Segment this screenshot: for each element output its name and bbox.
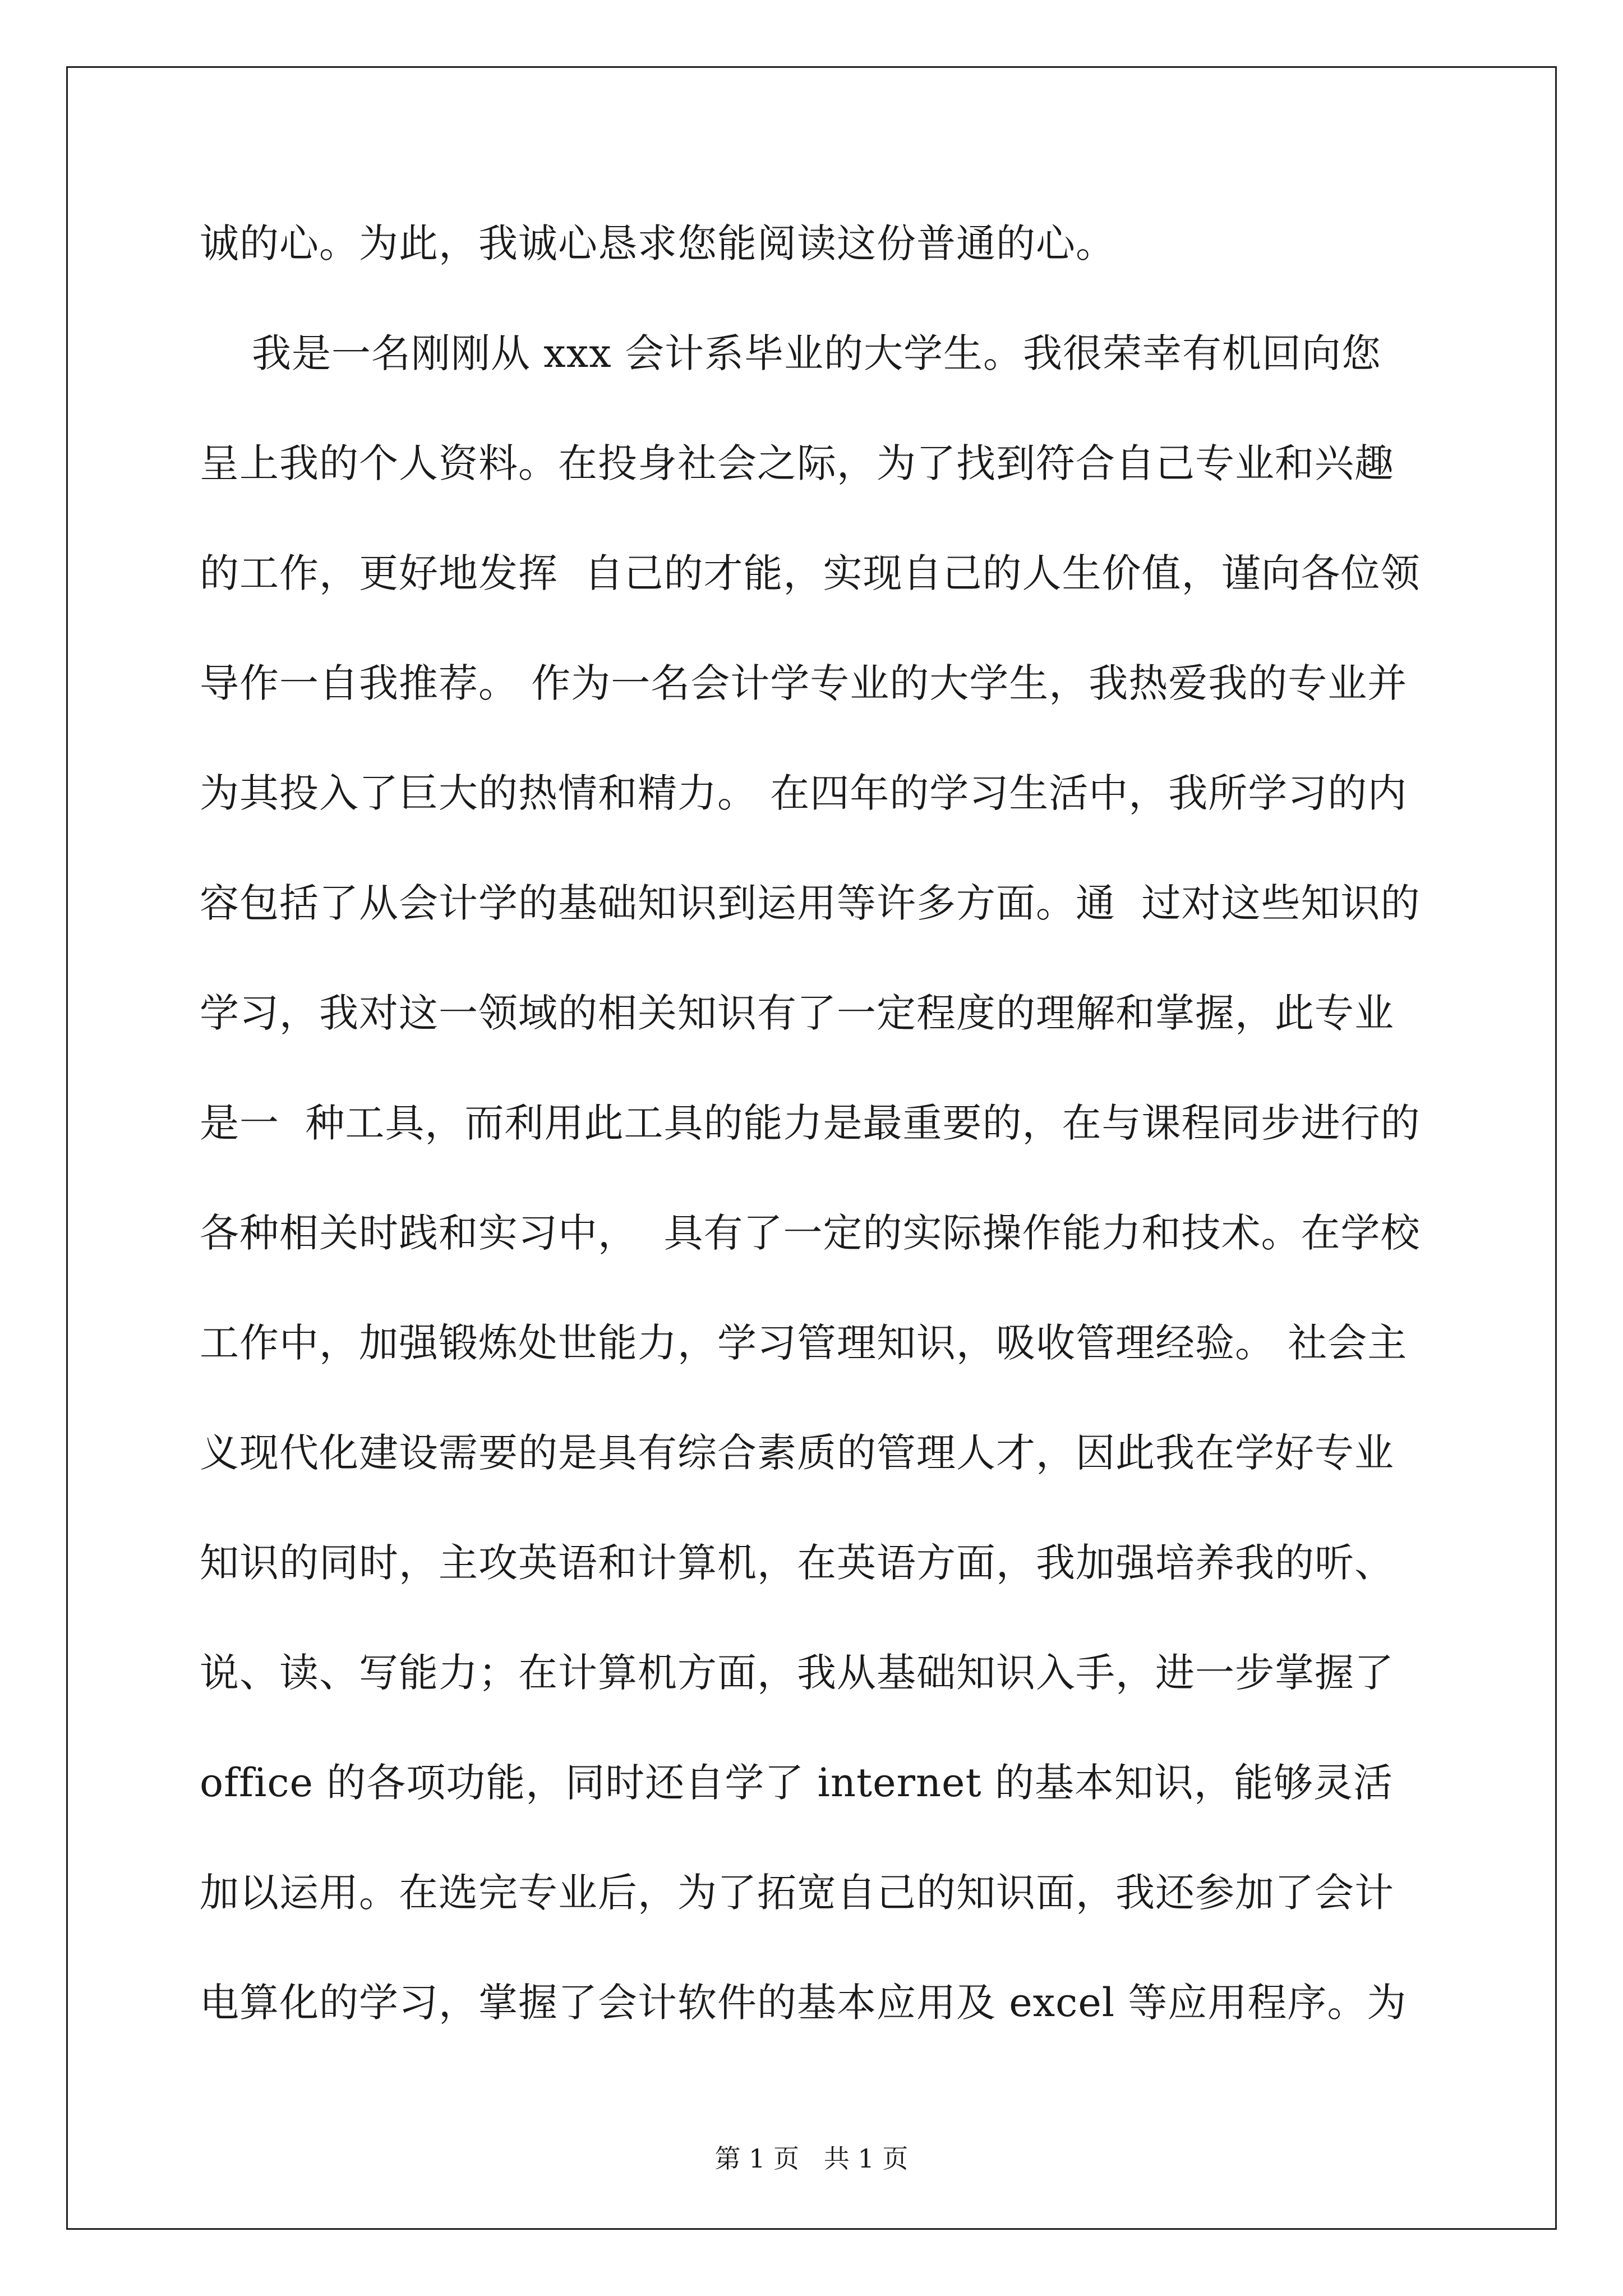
text-line: 我是一名刚刚从 xxx 会计系毕业的大学生。我很荣幸有机回向您 (200, 330, 1381, 376)
text-line: 电算化的学习，掌握了会计软件的基本应用及 excel 等应用程序。为 (200, 1980, 1407, 2026)
text-line: 工作中，加强锻炼处世能力，学习管理知识，吸收管理经验。 社会主 (200, 1320, 1408, 1366)
text-line: 学习，我对这一领域的相关知识有了一定程度的理解和掌握，此专业 (200, 990, 1394, 1036)
text-line: 的工作，更好地发挥 自己的才能，实现自己的人生价值，谨向各位领 (200, 550, 1421, 596)
text-line: 各种相关时践和实习中， 具有了一定的实际操作能力和技术。在学校 (200, 1210, 1421, 1256)
text-line: 容包括了从会计学的基础知识到运用等许多方面。通 过对这些知识的 (200, 880, 1421, 926)
text-line: 为其投入了巨大的热情和精力。 在四年的学习生活中，我所学习的内 (200, 770, 1408, 816)
text-line: 加以运用。在选完专业后，为了拓宽自己的知识面，我还参加了会计 (200, 1870, 1394, 1916)
text-line: 义现代化建设需要的是具有综合素质的管理人才，因此我在学好专业 (200, 1430, 1394, 1476)
page-footer: 第 1 页 共 1 页 (714, 2143, 909, 2174)
text-line: 是一 种工具，而利用此工具的能力是最重要的，在与课程同步进行的 (200, 1100, 1421, 1146)
text-line: office 的各项功能，同时还自学了 internet 的基本知识，能够灵活 (200, 1760, 1393, 1806)
text-line: 说、读、写能力；在计算机方面，我从基础知识入手，进一步掌握了 (200, 1650, 1394, 1696)
text-line: 诚的心。为此，我诚心恳求您能阅读这份普通的心。 (200, 220, 1115, 266)
text-line: 知识的同时，主攻英语和计算机，在英语方面，我加强培养我的听、 (200, 1540, 1394, 1586)
text-line: 导作一自我推荐。 作为一名会计学专业的大学生，我热爱我的专业并 (200, 660, 1408, 706)
text-line: 呈上我的个人资料。在投身社会之际，为了找到符合自己专业和兴趣 (200, 440, 1394, 486)
